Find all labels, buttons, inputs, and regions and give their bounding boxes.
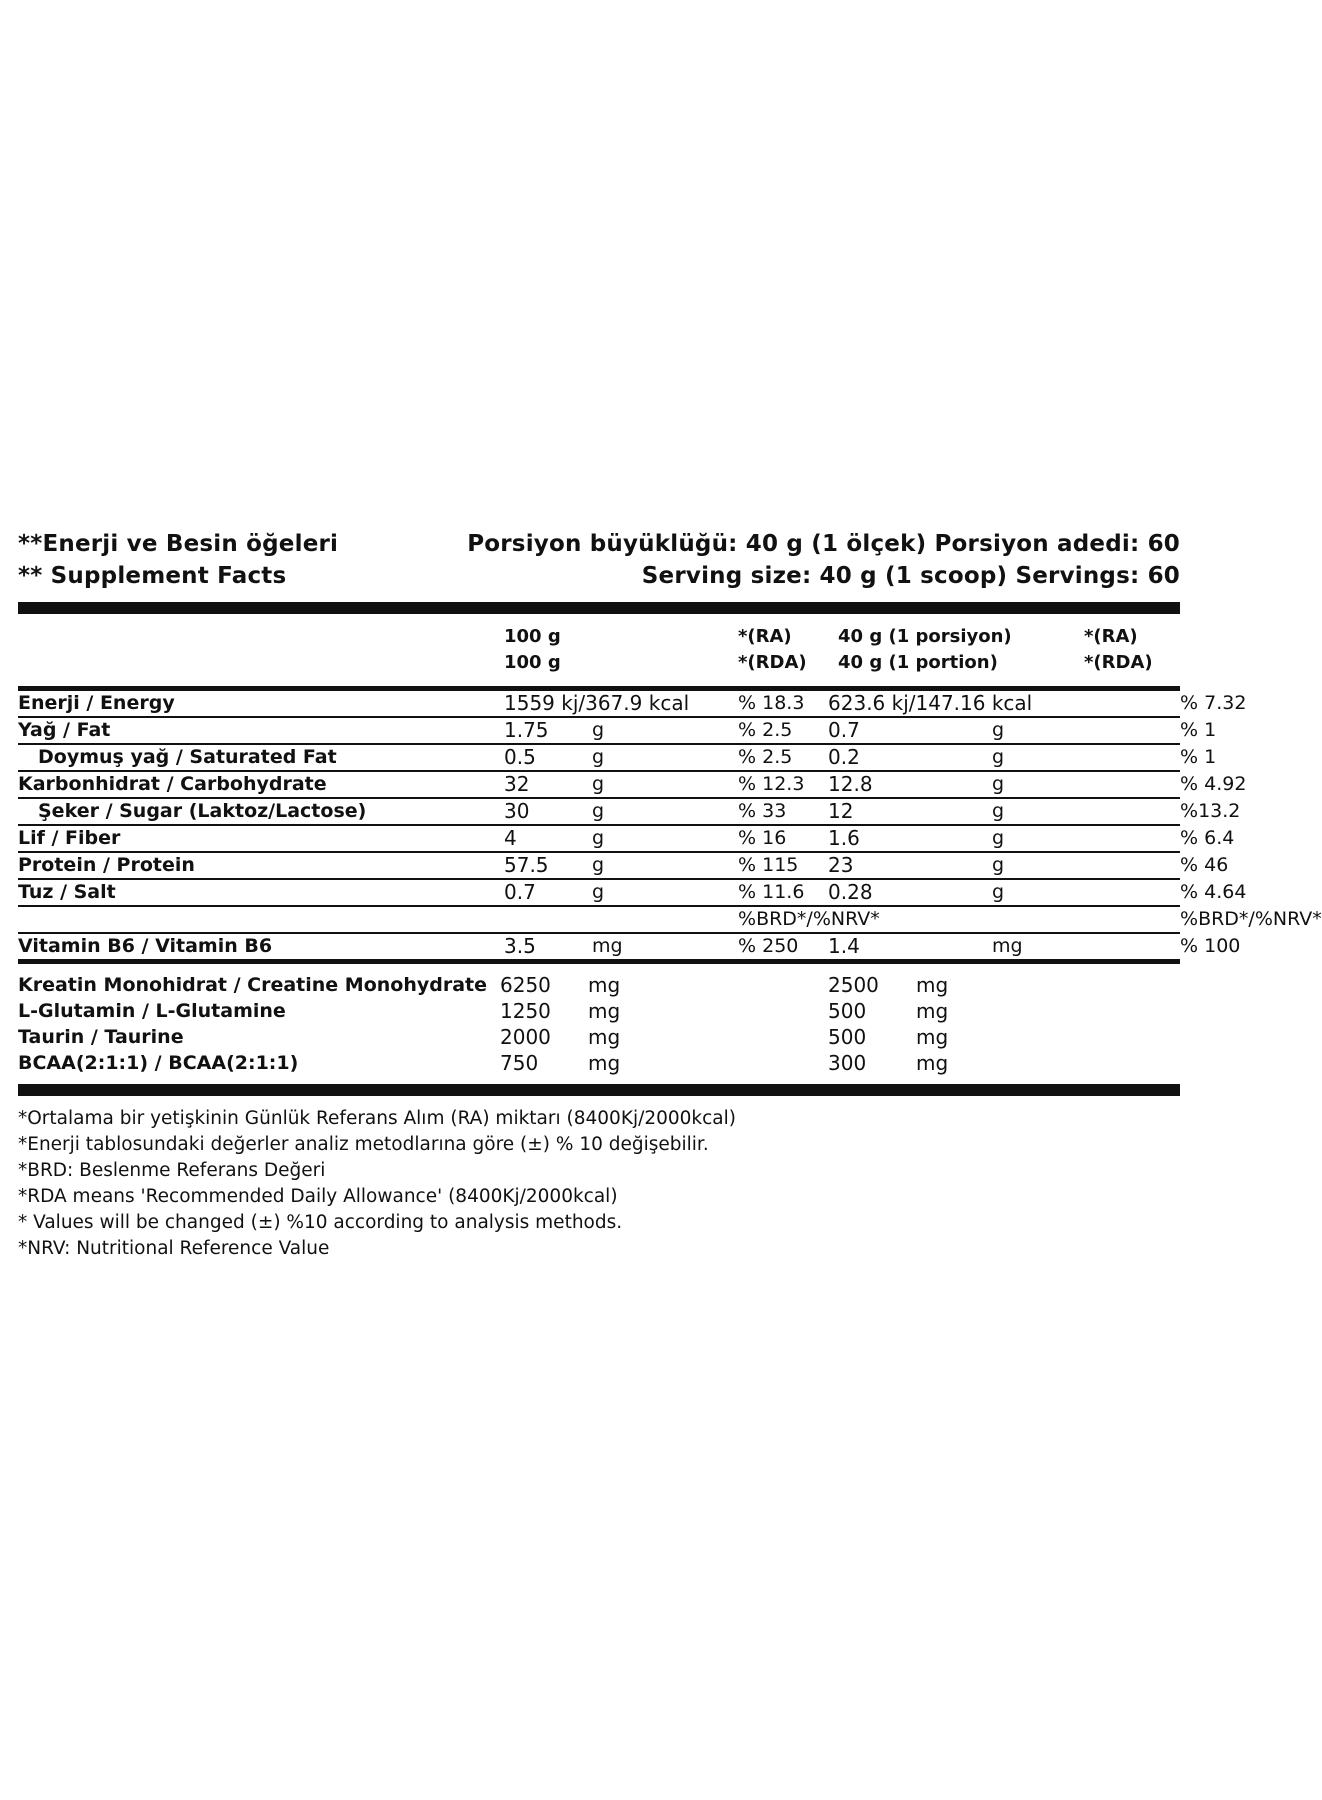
- amino-value-per-100g: 750: [500, 1051, 539, 1075]
- amino-value-per-portion: 300: [828, 1051, 867, 1075]
- header-row-en: [18, 560, 1180, 592]
- unit-per-portion: g: [992, 879, 1180, 906]
- amino-value-per-100g: 1250: [500, 999, 551, 1023]
- nutrient-row: Karbonhidrat / Carbohydrate 32 g % 12.3 12.8 g % 4.92: [18, 772, 1247, 796]
- ra-per-100g: % 33: [738, 798, 828, 825]
- value-per-portion: 1.6: [828, 825, 992, 852]
- nutrient-name: Doymuş yağ / Saturated Fat: [18, 744, 504, 771]
- nutrient-row: Doymuş yağ / Saturated Fat 0.5 g % 2.5 0.2 g % 1: [18, 744, 1180, 771]
- label-title-en: ** Supplement Facts: [18, 563, 287, 589]
- nutrient-row: Enerji / Energy 1559 kj/367.9 kcal % 18.3 623.6 kj/147.16 kcal % 7.32: [18, 691, 1247, 715]
- amino-unit-per-portion: mg: [916, 1025, 949, 1049]
- amino-value-per-portion: 500: [828, 999, 867, 1023]
- ra-per-100g: % 12.3: [738, 771, 828, 798]
- footer-divider: [18, 1084, 1180, 1096]
- amino-value-per-100g: 6250: [500, 973, 551, 997]
- amino-unit-per-portion: mg: [916, 999, 949, 1023]
- unit-per-100g: g: [592, 852, 738, 879]
- amino-value-per-100g: 2000: [500, 1025, 551, 1049]
- unit-per-100g: g: [592, 744, 738, 771]
- value-per-portion: 0.2: [828, 744, 992, 771]
- amino-name: Kreatin Monohidrat / Creatine Monohydrate: [18, 974, 488, 996]
- spacer: [18, 906, 738, 933]
- nutrient-row: Protein / Protein 57.5 g % 115 23 g % 46: [18, 853, 1229, 877]
- nutrient-name: Protein / Protein: [18, 852, 504, 879]
- footnotes: [18, 1106, 1180, 1262]
- value-per-100g: 57.5: [504, 852, 592, 879]
- col-per100-tr: 100 g: [504, 626, 561, 647]
- nutrient-row: Şeker / Sugar (Laktoz/Lactose) 30 g % 33 12 g %13.2: [18, 798, 1180, 825]
- unit-per-portion: g: [992, 744, 1180, 771]
- brd-nrv-label-100g: %BRD*/%NRV*: [738, 906, 992, 933]
- amino-row: [18, 1050, 1180, 1076]
- value-per-portion: 0.7: [828, 717, 992, 744]
- footnote-line: *Enerji tablosundaki değerler analiz metodlarına göre (±) % 10 değişebilir.: [18, 1134, 709, 1155]
- value-per-100g: 1559 kj/367.9 kcal: [504, 691, 738, 717]
- unit-per-portion: mg: [992, 935, 1023, 957]
- column-headers: [18, 614, 1180, 686]
- nutrient-name: Karbonhidrat / Carbohydrate: [18, 771, 504, 798]
- col-ra-100: *(RA): [738, 626, 792, 647]
- amino-unit-per-100g: mg: [588, 999, 621, 1023]
- value-per-portion: 1.4: [828, 934, 860, 958]
- vitamin-name: Vitamin B6 / Vitamin B6: [18, 935, 273, 957]
- nutrient-name: Şeker / Sugar (Laktoz/Lactose): [18, 798, 504, 825]
- unit-per-portion: g: [992, 798, 1180, 825]
- amino-name: BCAA(2:1:1) / BCAA(2:1:1): [18, 1052, 299, 1074]
- nutrition-label: [18, 528, 1322, 1262]
- unit-per-100g: mg: [592, 935, 623, 957]
- amino-unit-per-portion: mg: [916, 973, 949, 997]
- unit-per-100g: g: [592, 879, 738, 906]
- nutrient-name: Tuz / Salt: [18, 879, 504, 906]
- nutrition-table: [18, 691, 1322, 959]
- ra-per-100g: % 2.5: [738, 744, 828, 771]
- nutrient-name: Enerji / Energy: [18, 691, 504, 717]
- amino-row: [18, 972, 1180, 998]
- amino-unit-per-100g: mg: [588, 1025, 621, 1049]
- amino-unit-per-portion: mg: [916, 1051, 949, 1075]
- nutrient-name: Lif / Fiber: [18, 825, 504, 852]
- vitamin-row: Vitamin B6 / Vitamin B6 3.5 mg % 250 1.4 mg % 100: [18, 934, 1241, 958]
- value-per-portion: 623.6 kj/147.16 kcal: [828, 691, 1180, 717]
- unit-per-100g: g: [592, 771, 738, 798]
- unit-per-100g: g: [592, 717, 738, 744]
- amino-unit-per-100g: mg: [588, 1051, 621, 1075]
- ra-per-100g: % 11.6: [738, 879, 828, 906]
- unit-per-portion: g: [992, 825, 1180, 852]
- value-per-portion: 12: [828, 798, 992, 825]
- amino-acid-table: [18, 972, 1180, 1076]
- col-portion-tr: 40 g (1 porsiyon): [838, 626, 1012, 647]
- col-ra-portion: *(RA): [1084, 626, 1138, 647]
- value-per-portion: 23: [828, 852, 992, 879]
- col-rda-portion: *(RDA): [1084, 652, 1153, 673]
- amino-value-per-portion: 500: [828, 1025, 867, 1049]
- label-title-tr: **Enerji ve Besin öğeleri: [18, 531, 339, 557]
- serving-info-tr: Porsiyon büyüklüğü: 40 g (1 ölçek) Porsiyon adedi: 60: [467, 531, 1180, 557]
- spacer: [992, 906, 1180, 933]
- value-per-portion: 0.28: [828, 879, 992, 906]
- amino-row: [18, 1024, 1180, 1050]
- unit-per-portion: g: [992, 771, 1180, 798]
- value-per-portion: 12.8: [828, 771, 992, 798]
- amino-value-per-portion: 2500: [828, 973, 879, 997]
- unit-per-portion: g: [992, 717, 1180, 744]
- unit-per-100g: g: [592, 798, 738, 825]
- col-per100-en: 100 g: [504, 652, 561, 673]
- value-per-100g: 0.7: [504, 879, 592, 906]
- col-rda-100: *(RDA): [738, 652, 807, 673]
- footnote-line: *BRD: Beslenme Referans Değeri: [18, 1160, 326, 1181]
- footnote-line: * Values will be changed (±) %10 according to analysis methods.: [18, 1212, 623, 1233]
- col-portion-en: 40 g (1 portion): [838, 652, 998, 673]
- serving-info-en: Serving size: 40 g (1 scoop) Servings: 60: [641, 563, 1180, 589]
- ra-per-100g: % 16: [738, 825, 828, 852]
- value-per-100g: 0.5: [504, 744, 592, 771]
- header-row-tr: [18, 528, 1180, 560]
- amino-name: Taurin / Taurine: [18, 1026, 184, 1048]
- footnote-line: *NRV: Nutritional Reference Value: [18, 1238, 330, 1259]
- value-per-100g: 3.5: [504, 934, 536, 958]
- value-per-100g: 32: [504, 771, 592, 798]
- unit-per-100g: g: [592, 825, 738, 852]
- ra-per-100g: % 18.3: [738, 691, 828, 717]
- header-divider: [18, 602, 1180, 614]
- nutrient-row: Lif / Fiber 4 g % 16 1.6 g % 6.4: [18, 826, 1235, 850]
- value-per-100g: 30: [504, 798, 592, 825]
- amino-top-rule: [18, 959, 1180, 964]
- ra-per-100g: % 2.5: [738, 717, 828, 744]
- value-per-100g: 4: [504, 825, 592, 852]
- footnote-line: *RDA means 'Recommended Daily Allowance' (8400Kj/2000kcal): [18, 1186, 618, 1207]
- value-per-100g: 1.75: [504, 717, 592, 744]
- brd-nrv-header-row: %BRD*/%NRV* %BRD*/%NRV*: [18, 906, 1180, 933]
- ra-per-100g: % 115: [738, 852, 828, 879]
- amino-name: L-Glutamin / L-Glutamine: [18, 1000, 286, 1022]
- nutrient-row: Tuz / Salt 0.7 g % 11.6 0.28 g % 4.64: [18, 880, 1247, 904]
- unit-per-portion: g: [992, 852, 1180, 879]
- amino-unit-per-100g: mg: [588, 973, 621, 997]
- amino-row: [18, 998, 1180, 1024]
- nrv-per-100g: % 250: [738, 935, 799, 957]
- nutrient-name: Yağ / Fat: [18, 717, 504, 744]
- footnote-line: *Ortalama bir yetişkinin Günlük Referans Alım (RA) miktarı (8400Kj/2000kcal): [18, 1108, 736, 1129]
- nutrient-row: Yağ / Fat 1.75 g % 2.5 0.7 g % 1: [18, 718, 1217, 742]
